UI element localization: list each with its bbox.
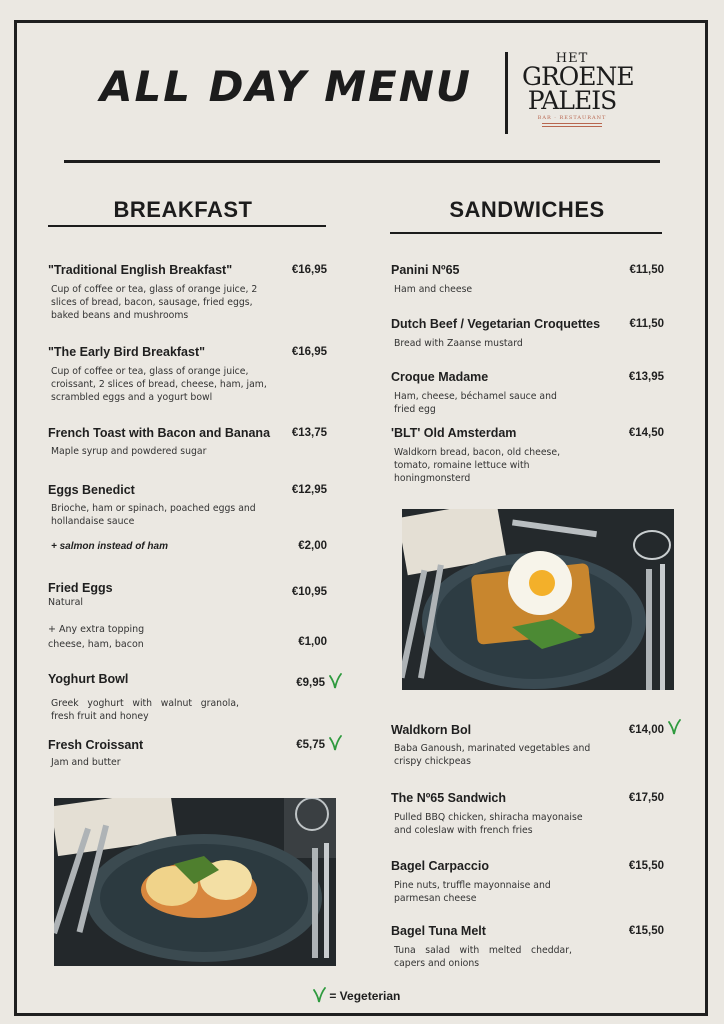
breakfast-item-name: "The Early Bird Breakfast" [48, 345, 206, 359]
sandwich-item-price: €13,95 [628, 371, 664, 383]
breakfast-item-name: French Toast with Bacon and Banana [48, 426, 271, 440]
breakfast-item-desc: Natural [48, 597, 84, 608]
sandwich-item-name: Panini Nº65 [391, 263, 460, 277]
sandwich-item-name: Bagel Tuna Melt [391, 924, 486, 938]
leaf-icon [667, 719, 681, 735]
sandwiches-title: SANDWICHES [449, 197, 605, 222]
breakfast-item-price: €13,75 [291, 427, 327, 439]
croque-madame-photo [402, 509, 674, 690]
breakfast-title: BREAKFAST [113, 197, 253, 222]
eggs-benedict-photo [54, 798, 336, 966]
sandwich-item-name: Croque Madame [391, 370, 489, 384]
addon-label: cheese, ham, bacon [48, 639, 144, 650]
addon-price: €1,00 [298, 636, 327, 648]
breakfast-item-desc: Brioche, ham or spinach, poached eggs and hollandaise sauce [51, 503, 256, 527]
sandwich-item-desc: Ham and cheese [394, 284, 473, 295]
header-divider [505, 52, 508, 134]
addon-label: + Any extra topping [48, 624, 145, 635]
breakfast-item-name: Fresh Croissant [48, 738, 144, 752]
sandwich-item-desc: Bread with Zaanse mustard [394, 338, 523, 349]
sandwich-item-name: Bagel Carpaccio [391, 859, 489, 873]
sandwich-item-name: The Nº65 Sandwich [391, 791, 507, 805]
breakfast-item-desc: Cup of coffee or tea, glass of orange juice, croissant, 2 slices of bread, cheese, ham, jam, scrambled eggs and a yogurt bowl [51, 366, 267, 403]
breakfast-item-name: Yoghurt Bowl [48, 672, 129, 686]
logo-tagline: BAR · RESTAURANT [537, 115, 607, 121]
logo-line-3: PALEIS [527, 86, 617, 115]
sandwich-item-price: €11,50 [629, 318, 664, 330]
leaf-icon [328, 673, 342, 689]
breakfast-item-price: €16,95 [291, 264, 327, 276]
sandwich-item-name: 'BLT' Old Amsterdam [391, 426, 517, 440]
leaf-icon [328, 735, 342, 751]
logo-underline [542, 123, 602, 127]
breakfast-item-name: Eggs Benedict [48, 483, 135, 497]
sandwich-item-desc: Waldkorn bread, bacon, old cheese, tomato, romaine lettuce with honingmonsterd [394, 447, 561, 484]
breakfast-item-price: €12,95 [291, 484, 327, 496]
breakfast-underline [48, 225, 326, 227]
restaurant-logo [522, 51, 634, 136]
logo-line-1: HET [555, 51, 589, 66]
sandwich-item-desc: Baba Ganoush, marinated vegetables and crispy chickpeas [394, 743, 591, 767]
breakfast-item-name: "Traditional English Breakfast" [48, 263, 233, 277]
breakfast-item-price: €9,95 [296, 677, 325, 689]
sandwich-item-price: €15,50 [628, 860, 664, 872]
sandwich-item-desc: Tuna salad with melted cheddar, capers and onions [394, 945, 572, 969]
page-title: ALL DAY MENU [100, 62, 472, 111]
sandwich-item-price: €14,50 [628, 427, 664, 439]
header-rule [64, 160, 660, 163]
leaf-icon [312, 987, 326, 1003]
sandwich-item-price: €17,50 [628, 792, 664, 804]
sandwich-item-price: €11,50 [629, 264, 664, 276]
vegetarian-legend [312, 987, 400, 1003]
breakfast-item-price: €10,95 [291, 586, 327, 598]
addon-price: €2,00 [298, 540, 327, 552]
sandwich-item-price: €14,00 [628, 724, 664, 736]
sandwich-item-desc: Pulled BBQ chicken, shiracha mayonaise and coleslaw with french fries [394, 812, 583, 836]
breakfast-item-price: €16,95 [291, 346, 327, 358]
breakfast-item-name: Fried Eggs [48, 581, 113, 595]
sandwich-item-desc: Ham, cheese, béchamel sauce and fried egg [394, 391, 557, 415]
breakfast-item-desc: Jam and butter [51, 757, 121, 768]
sandwich-item-desc: Pine nuts, truffle mayonnaise and parmesan cheese [394, 880, 551, 904]
sandwich-item-name: Waldkorn Bol [391, 723, 472, 737]
breakfast-item-desc: Cup of coffee or tea, glass of orange juice, 2 slices of bread, bacon, sausage, fried eggs, baked beans and mushrooms [51, 284, 258, 321]
logo-line-2: GROENE [522, 62, 634, 91]
legend-text: = Vegeterian [329, 989, 401, 1003]
breakfast-item-desc: Maple syrup and powdered sugar [51, 446, 207, 457]
addon-label: + salmon instead of ham [51, 541, 168, 552]
breakfast-item-price: €5,75 [296, 739, 325, 751]
sandwiches-underline [390, 232, 662, 234]
breakfast-item-desc: Greek yoghurt with walnut granola, fresh fruit and honey [51, 698, 239, 722]
sandwich-item-price: €15,50 [628, 925, 664, 937]
sandwich-item-name: Dutch Beef / Vegetarian Croquettes [391, 317, 601, 331]
